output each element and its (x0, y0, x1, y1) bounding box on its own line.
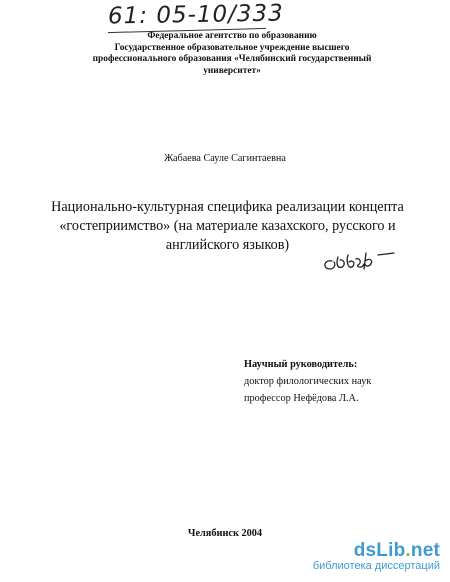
watermark-logo-main: dsLib (353, 540, 406, 561)
watermark-subtitle: библиотека диссертаций (312, 560, 440, 572)
handwritten-catalog-number: 61: 05-10/333 (107, 0, 285, 30)
author-name: Жабаева Сауле Сагинтаевна (164, 153, 286, 164)
dslib-watermark[interactable] (313, 541, 440, 572)
city-year: Челябинск 2004 (187, 528, 263, 539)
title-line: «гостеприимство» (на материале казахского, русского и (59, 218, 396, 234)
handwritten-signature (318, 247, 396, 275)
watermark-logo (313, 541, 440, 560)
watermark-logo-dot: . (405, 540, 411, 561)
header-line: профессионального образования «Челябинский государственный (92, 54, 372, 65)
supervisor-degree: доктор филологических наук (244, 376, 372, 387)
supervisor-name: профессор Нефёдова Л.А. (244, 393, 359, 404)
supervisor-block (244, 356, 371, 407)
header-line: Государственное образовательное учреждение высшего (114, 42, 350, 53)
header-line: университет» (203, 65, 261, 76)
supervisor-heading: Научный руководитель: (244, 359, 358, 370)
title-line: английского языков) (165, 237, 290, 253)
header-line: Федеральное агентство по образованию (147, 31, 317, 41)
institution-header (60, 31, 404, 77)
watermark-logo-tld: net (410, 540, 440, 561)
title-line: Национально-культурная специфика реализации концепта (51, 199, 404, 215)
